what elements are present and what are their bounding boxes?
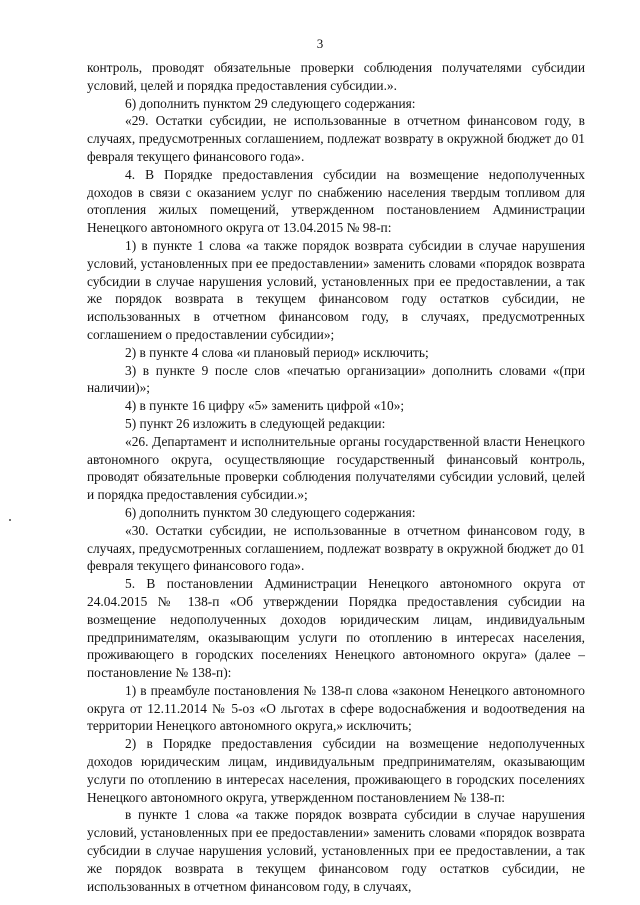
page-number: 3 — [316, 36, 324, 51]
paragraph: 4. В Порядке предоставления субсидии на возмещение недополученных доходов в связи с оказанием услуг по снабжению населения твердым топливом для отопления жилых помещений, утвержденном постановлением Администрации Ненецкого автономного округа от 13.04.2015 № 98-п: — [87, 166, 585, 236]
paragraph: в пункте 1 слова «а также порядок возврата субсидии в случае нарушения условий, установленных при ее предоставлении» заменить словами «порядок возврата субсидии в случае нарушения условий, установленных при ее предоставлении, а так же порядок возврата в текущем финансовом году остатков субсидии, не использованных в отчетном финансовом году, в случаях, — [87, 807, 585, 894]
paragraph: «26. Департамент и исполнительные органы государственной власти Ненецкого автономного округа, осуществляющие государственный финансовый контроль, проводят обязательные проверки соблюдения получателями субсидии условий, целей и порядка предоставления субсидии.»; — [87, 433, 585, 503]
paragraph: 3) в пункте 9 после слов «печатью организации» дополнить словами «(при наличии)»; — [87, 362, 585, 396]
paragraph: 1) в пункте 1 слова «а также порядок возврата субсидии в случае нарушения условий, установленных при ее предоставлении» заменить словами «порядок возврата субсидии в случае нарушения условий, установленных при ее предоставлении, а так же порядок возврата в текущем финансовом году остатков субсидии, не использованных в отчетном финансовом году, в случаях, предусмотренных соглашением о предоставлении субсидии»; — [87, 237, 585, 342]
paragraph: 5) пункт 26 изложить в следующей редакции: — [125, 415, 386, 431]
paragraph: 6) дополнить пунктом 30 следующего содержания: — [125, 504, 416, 520]
paragraph: 6) дополнить пунктом 29 следующего содержания: — [125, 95, 416, 111]
document-body — [87, 59, 585, 895]
paragraph: 1) в преамбуле постановления № 138-п слова «законом Ненецкого автономного округа от 12.11.2014 № 5-оз «О льготах в сфере водоснабжения и водоотведения на территории Ненецкого автономного округа,» исключить; — [87, 682, 585, 734]
paragraph: 2) в Порядке предоставления субсидии на возмещение недополученных доходов юридическим лицам, индивидуальным предпринимателям, оказывающим услуги по отоплению в интересах населения, проживающего в городских поселениях Ненецкого автономного округа, утвержденном постановлением № 138-п: — [87, 736, 585, 805]
paragraph: 4) в пункте 16 цифру «5» заменить цифрой «10»; — [125, 398, 405, 414]
paragraph: 2) в пункте 4 слова «и плановый период» исключить; — [125, 344, 429, 360]
paragraph: «29. Остатки субсидии, не использованные в отчетном финансовом году, в случаях, предусмотренных соглашением, подлежат возврату в окружной бюджет до 01 февраля текущего финансового года». — [87, 113, 585, 164]
scan-speck — [9, 519, 11, 521]
paragraph: «30. Остатки субсидии, не использованные в отчетном финансовом году, в случаях, предусмотренных соглашением, подлежат возврату в окружной бюджет до 01 февраля текущего финансового года». — [87, 522, 585, 574]
paragraph: контроль, проводят обязательные проверки соблюдения получателями субсидии условий, целей и порядка предоставления субсидии.». — [87, 60, 585, 93]
paragraph: 5. В постановлении Администрации Ненецкого автономного округа от 24.04.2015 № 138-п «Об утверждении Порядка предоставления субсидии на возмещение недополученных доходов юридическим лицам, индивидуальным предпринимателям, оказывающим услуги по отоплению в интересах населения, проживающего в городских поселениях Ненецкого автономного округа» (далее – постановление № 138-п): — [87, 576, 585, 681]
